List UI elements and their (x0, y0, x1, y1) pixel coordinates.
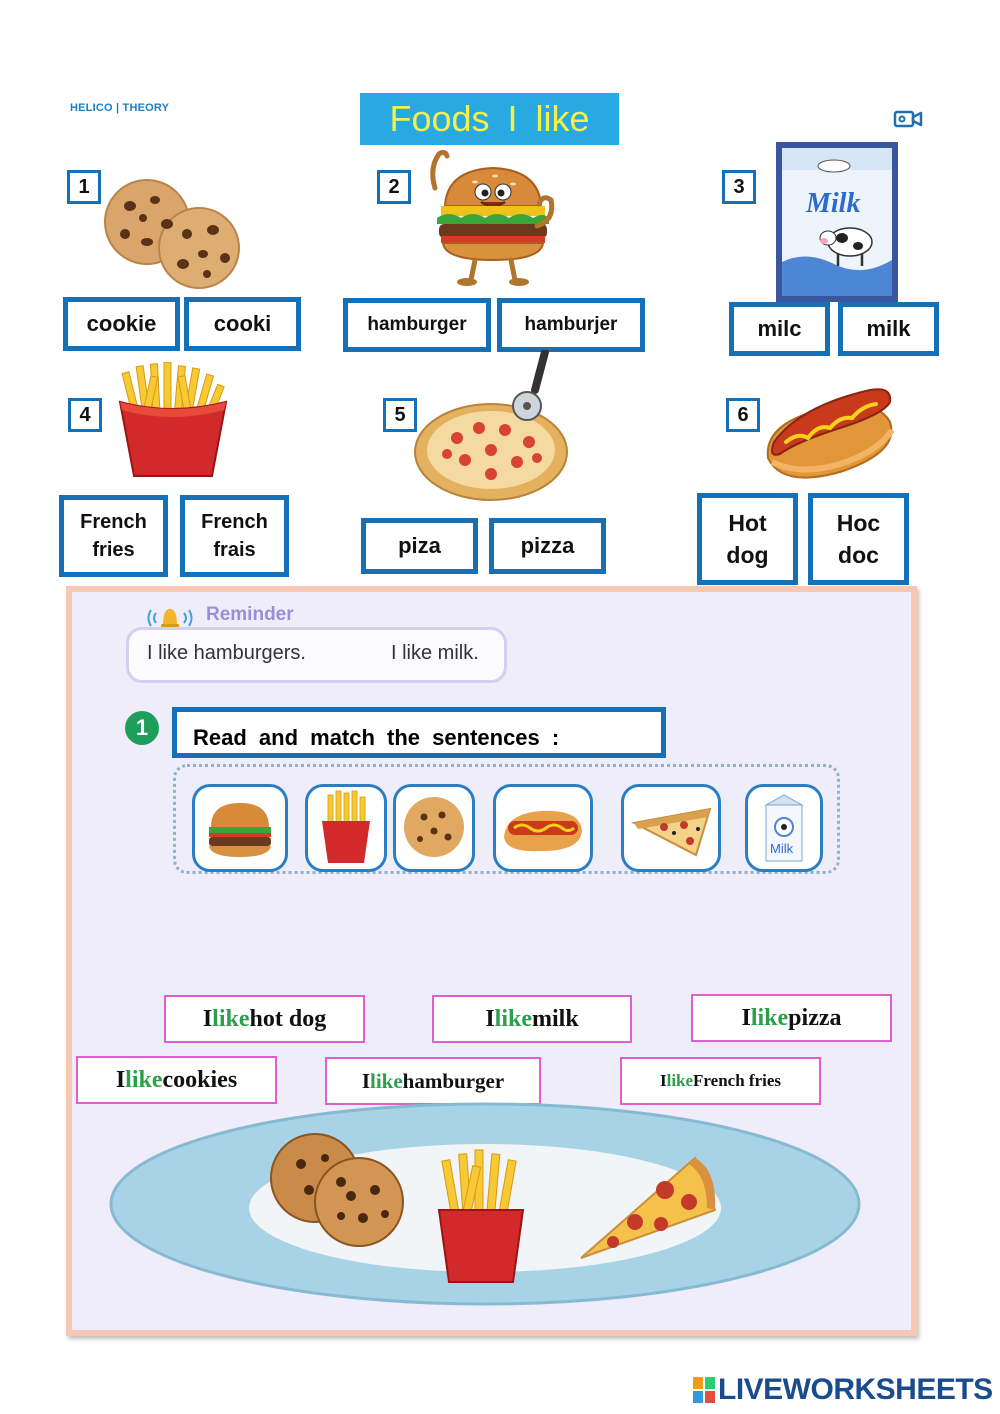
reminder-sentence-1: I like hamburgers. (147, 642, 306, 664)
thumb-hamburger[interactable] (192, 784, 288, 872)
sentence-verb: like (750, 1004, 789, 1031)
item-number-2: 2 (377, 170, 411, 204)
brand-label: HELICO | THEORY (70, 102, 170, 114)
thumb-cookie[interactable] (393, 784, 475, 872)
item-number-5: 5 (383, 398, 417, 432)
pizza-image (413, 350, 569, 502)
sentence-hamburger[interactable] (325, 1057, 541, 1105)
milk-carton-label: Milk (806, 188, 861, 219)
option-cooki[interactable]: cooki (184, 297, 301, 351)
hot-dog-icon (496, 787, 590, 869)
video-icon[interactable] (893, 108, 923, 130)
sentence-milk[interactable] (432, 995, 632, 1043)
reminder-label: Reminder (206, 604, 294, 625)
option-piza[interactable]: piza (361, 518, 478, 574)
sentence-food: cookies (162, 1066, 238, 1093)
sentence-verb: like (212, 1005, 250, 1032)
fries-icon (308, 787, 384, 869)
option-french-frais[interactable]: French frais (180, 495, 289, 577)
sentence-subject: I (659, 1071, 667, 1090)
sentence-food: French fries (693, 1071, 782, 1090)
milk-icon (748, 787, 820, 869)
sentence-subject: I (115, 1066, 126, 1093)
sentence-french-fries[interactable] (620, 1057, 821, 1105)
liveworksheets-logo-icon (693, 1377, 715, 1403)
option-pizza[interactable]: pizza (489, 518, 606, 574)
milk-carton-image (776, 142, 898, 302)
thumb-milk[interactable] (745, 784, 823, 872)
cookie-icon (396, 787, 472, 869)
option-hot-dog[interactable]: Hot dog (697, 493, 798, 585)
thumb-milk-label: Milk (770, 841, 794, 856)
hamburger-image (425, 148, 561, 286)
sentence-pizza[interactable] (691, 994, 892, 1042)
sentence-subject: I (485, 1005, 495, 1032)
sentence-food: pizza (788, 1004, 842, 1031)
item-number-1: 1 (67, 170, 101, 204)
footer-brand[interactable]: LIVEWORKSHEETS (718, 1373, 993, 1406)
option-hamburger[interactable]: hamburger (343, 298, 491, 352)
sentence-food: hot dog (249, 1005, 327, 1032)
sentence-subject: I (361, 1068, 370, 1093)
sentence-food: hamburger (402, 1068, 505, 1093)
thumb-pizza[interactable] (621, 784, 721, 872)
item-number-6: 6 (726, 398, 760, 432)
page-title: Foods I like (360, 93, 619, 145)
item-number-4: 4 (68, 398, 102, 432)
option-milc[interactable]: milc (729, 302, 830, 356)
sentence-food: milk (532, 1005, 579, 1032)
sentence-verb: like (125, 1066, 163, 1093)
sentence-subject: I (741, 1004, 751, 1031)
pizza-slice-icon (624, 787, 718, 869)
option-milk[interactable]: milk (838, 302, 939, 356)
cookie-image (95, 178, 251, 290)
sentence-verb: like (666, 1071, 694, 1090)
option-hoc-doc[interactable]: Hoc doc (808, 493, 909, 585)
hamburger-icon (195, 787, 285, 869)
sentence-cookies[interactable] (76, 1056, 277, 1104)
sentence-hot-dog[interactable] (164, 995, 365, 1043)
exercise-number: 1 (125, 711, 159, 745)
option-french-fries[interactable]: French fries (59, 495, 168, 577)
sentence-verb: like (370, 1068, 403, 1093)
reminder-sentence-2: I like milk. (391, 642, 479, 664)
sentence-subject: I (202, 1005, 213, 1032)
sentence-verb: like (494, 1005, 532, 1032)
exercise-instruction: Read and match the sentences : (172, 707, 666, 758)
option-hamburjer[interactable]: hamburjer (497, 298, 645, 352)
thumb-hot-dog[interactable] (493, 784, 593, 872)
french-fries-image (114, 362, 232, 478)
hot-dog-image (760, 376, 900, 490)
plate-image (105, 1100, 865, 1312)
thumb-fries[interactable] (305, 784, 387, 872)
item-number-3: 3 (722, 170, 756, 204)
plate-fries (439, 1150, 523, 1282)
option-cookie[interactable]: cookie (63, 297, 180, 351)
